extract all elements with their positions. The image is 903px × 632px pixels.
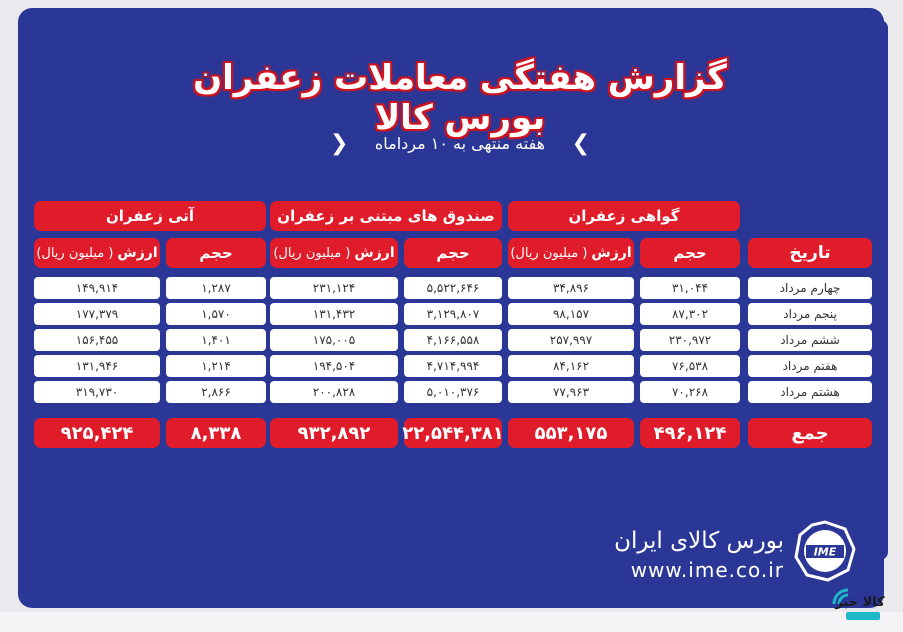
value-label: ارزش bbox=[591, 245, 632, 261]
cell-fund-value: ۲۳۱,۱۲۴ bbox=[270, 277, 398, 299]
cell-cert-volume: ۳۱,۰۴۴ bbox=[640, 277, 740, 299]
cell-cert-volume: ۷۰,۲۶۸ bbox=[640, 381, 740, 403]
cell-fund-value: ۱۷۵,۰۰۵ bbox=[270, 329, 398, 351]
cell-cert-value: ۷۷,۹۶۳ bbox=[508, 381, 634, 403]
cell-futures-volume: ۱,۵۷۰ bbox=[166, 303, 266, 325]
value-unit: ( میلیون ریال) bbox=[273, 245, 351, 261]
report-title: گزارش هفتگی معاملات زعفران بورس کالا bbox=[193, 58, 727, 138]
cell-date: هفتم مرداد bbox=[748, 355, 872, 377]
cell-fund-volume: ۵,۵۲۲,۶۴۶ bbox=[404, 277, 502, 299]
cell-futures-value: ۱۷۷,۳۷۹ bbox=[34, 303, 160, 325]
total-cert-value: ۵۵۳,۱۷۵ bbox=[508, 418, 634, 448]
ime-logo-icon bbox=[794, 520, 856, 582]
group-header-cert: گواهی زعفران bbox=[508, 201, 740, 231]
cell-futures-volume: ۱,۲۱۴ bbox=[166, 355, 266, 377]
total-futures-volume: ۸,۳۳۸ bbox=[166, 418, 266, 448]
cell-futures-value: ۱۴۹,۹۱۴ bbox=[34, 277, 160, 299]
cell-fund-volume: ۳,۱۲۹,۸۰۷ bbox=[404, 303, 502, 325]
cell-fund-value: ۱۳۱,۴۳۲ bbox=[270, 303, 398, 325]
col-header-cert-value bbox=[508, 238, 634, 268]
total-fund-volume: ۲۲,۵۴۴,۳۸۱ bbox=[404, 418, 502, 448]
kala-khabar-logo-icon bbox=[826, 582, 886, 628]
cell-futures-volume: ۱,۴۰۱ bbox=[166, 329, 266, 351]
cell-cert-value: ۹۸,۱۵۷ bbox=[508, 303, 634, 325]
ime-logo-text: IME bbox=[813, 545, 837, 559]
total-futures-value: ۹۲۵,۴۲۴ bbox=[34, 418, 160, 448]
cell-cert-value: ۳۴,۸۹۶ bbox=[508, 277, 634, 299]
chevron-right-icon: ❮ bbox=[330, 130, 349, 156]
cell-fund-value: ۲۰۰,۸۲۸ bbox=[270, 381, 398, 403]
col-header-fund-volume: حجم bbox=[404, 238, 502, 268]
col-header-cert-volume: حجم bbox=[640, 238, 740, 268]
cell-futures-volume: ۲,۸۶۶ bbox=[166, 381, 266, 403]
group-header-fund: صندوق های مبتنی بر زعفران bbox=[270, 201, 502, 231]
cell-cert-value: ۲۵۷,۹۹۷ bbox=[508, 329, 634, 351]
cell-date: چهارم مرداد bbox=[748, 277, 872, 299]
cell-fund-volume: ۴,۱۶۶,۵۵۸ bbox=[404, 329, 502, 351]
cell-futures-value: ۳۱۹,۷۳۰ bbox=[34, 381, 160, 403]
col-header-futures-value bbox=[34, 238, 160, 268]
value-unit: ( میلیون ریال) bbox=[510, 245, 588, 261]
footer-org-name: بورس کالای ایران bbox=[614, 528, 784, 554]
cell-date: هشتم مرداد bbox=[748, 381, 872, 403]
card-edge-decoration bbox=[874, 20, 888, 560]
total-fund-value: ۹۳۲,۸۹۲ bbox=[270, 418, 398, 448]
cell-cert-volume: ۷۶,۵۳۸ bbox=[640, 355, 740, 377]
cell-date: ششم مرداد bbox=[748, 329, 872, 351]
total-cert-volume: ۴۹۶,۱۲۴ bbox=[640, 418, 740, 448]
cell-futures-value: ۱۵۶,۴۵۵ bbox=[34, 329, 160, 351]
col-header-futures-volume: حجم bbox=[166, 238, 266, 268]
cell-fund-volume: ۴,۷۱۴,۹۹۴ bbox=[404, 355, 502, 377]
cell-date: پنجم مرداد bbox=[748, 303, 872, 325]
value-unit: ( میلیون ریال) bbox=[36, 245, 114, 261]
value-label: ارزش bbox=[117, 245, 158, 261]
cell-fund-volume: ۵,۰۱۰,۳۷۶ bbox=[404, 381, 502, 403]
corner-logo-text: کالا خبر bbox=[835, 595, 885, 610]
bottom-strip bbox=[0, 612, 903, 632]
subtitle-row bbox=[330, 130, 590, 156]
cell-fund-value: ۱۹۴,۵۰۴ bbox=[270, 355, 398, 377]
footer-url: www.ime.co.ir bbox=[630, 558, 784, 582]
subtitle: هفته منتهی به ۱۰ مرداماه bbox=[374, 133, 546, 153]
col-header-date: تاریخ bbox=[748, 238, 872, 268]
cell-cert-volume: ۸۷,۳۰۲ bbox=[640, 303, 740, 325]
col-header-fund-value bbox=[270, 238, 398, 268]
cell-futures-volume: ۱,۲۸۷ bbox=[166, 277, 266, 299]
cell-cert-volume: ۲۳۰,۹۷۲ bbox=[640, 329, 740, 351]
cell-cert-value: ۸۴,۱۶۲ bbox=[508, 355, 634, 377]
total-label: جمع bbox=[748, 418, 872, 448]
group-header-futures: آتی زعفران bbox=[34, 201, 266, 231]
chevron-left-icon: ❯ bbox=[571, 130, 590, 156]
value-label: ارزش bbox=[354, 245, 395, 261]
cell-futures-value: ۱۳۱,۹۴۶ bbox=[34, 355, 160, 377]
